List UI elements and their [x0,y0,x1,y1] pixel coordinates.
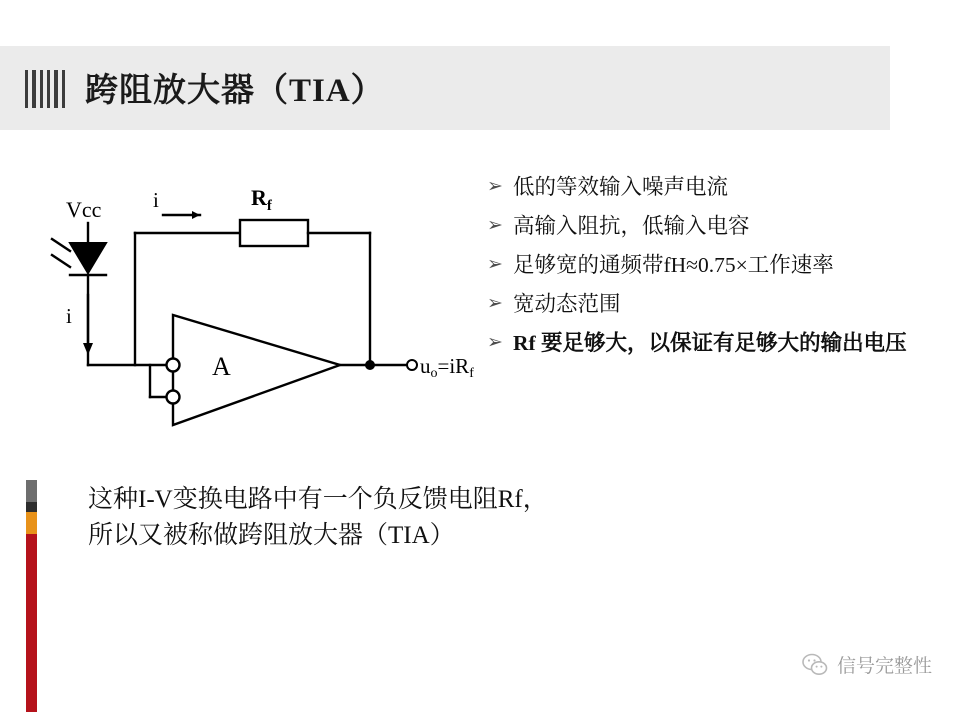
label-current-top: i [153,188,159,212]
bullet-arrow-icon: ➢ [487,254,503,275]
footer-watermark [802,651,932,678]
list-item [487,211,927,241]
list-item-label: 宽动态范围 [513,292,621,316]
feature-bullet-list [487,172,927,367]
list-item-label: Rf 要足够大，以保证有足够大的输出电压 [513,331,907,355]
bullet-arrow-icon: ➢ [487,293,503,314]
caption-text: 这种I-V变换电路中有一个负反馈电阻Rf，所以又被称做跨阻放大器（TIA） [88,486,548,549]
list-item-label: 高输入阻抗，低输入电容 [513,214,750,238]
label-output: uo=iRf [420,354,474,381]
label-opamp: A [212,352,231,381]
tia-circuit-diagram [40,175,474,450]
bullet-arrow-icon: ➢ [487,332,503,353]
label-feedback-resistor: $R_f$ [251,185,272,214]
list-item [487,250,927,280]
list-item [487,172,927,202]
list-item-label: 低的等效输入噪声电流 [513,175,729,199]
page-title: 跨阻放大器（TIA） [85,73,385,109]
label-vcc: Vcc [66,197,102,222]
bullet-arrow-icon: ➢ [487,215,503,236]
list-item-label: 足够宽的通频带fH≈0.75×工作速率 [513,253,834,277]
label-current-left: i [66,304,72,328]
footer-watermark-label: 信号完整性 [836,656,932,677]
wechat-logo-icon [802,652,828,678]
list-item [487,289,927,319]
left-accent-bar [26,480,37,712]
bars-decoration-icon [25,70,65,108]
bullet-arrow-icon: ➢ [487,176,503,197]
list-item [487,328,927,358]
